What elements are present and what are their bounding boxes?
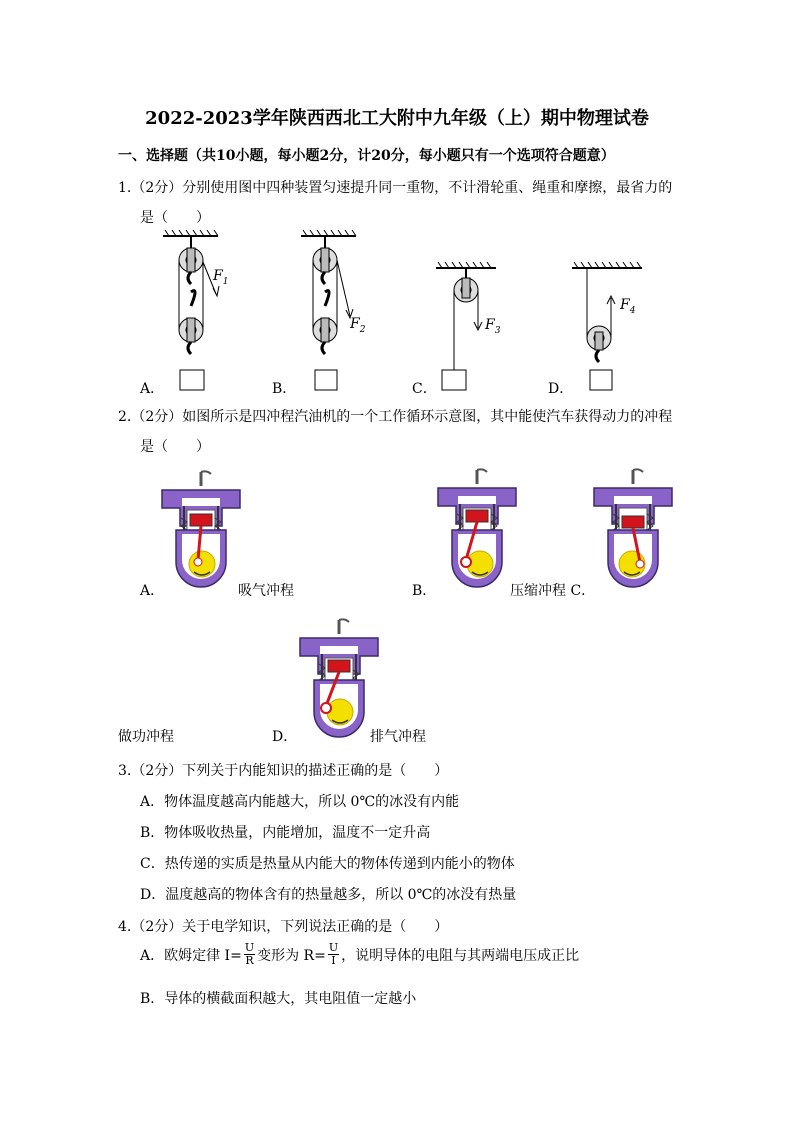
force-label-f1: $F_1$ <box>213 268 229 287</box>
q4-option-a-post: ，说明导体的电阻与其两端电压成正比 <box>341 947 580 964</box>
q1-label-b: B． <box>272 381 297 397</box>
q4-stem: 4.（2分）关于电学知识，下列说法正确的是（ ） <box>118 919 449 935</box>
q2-stroke-c: 做功冲程 <box>118 729 174 745</box>
q1-stem-line1: 1.（2分）分别使用图中四种装置匀速提升同一重物，不计滑轮重、绳重和摩擦，最省力的 <box>118 180 673 196</box>
q1-label-c: C． <box>412 381 437 397</box>
q4-option-b: B．导体的横截面积越大，其电阻值一定越小 <box>140 991 417 1007</box>
q3-stem: 3.（2分）下列关于内能知识的描述正确的是（ ） <box>118 763 449 779</box>
q2-label-a: A． <box>140 583 165 599</box>
q4-option-a-pre: A．欧姆定律 I= <box>140 947 242 964</box>
engine-figure-c <box>592 468 674 592</box>
force-label-f3: $F_3$ <box>485 317 501 336</box>
formula-u-over-i: $\frac{U}{I}$ <box>328 941 339 967</box>
formula-u-over-r: $\frac{U}{R}$ <box>244 941 255 967</box>
engine-figure-d <box>298 618 380 742</box>
q2-stem-line1: 2.（2分）如图所示是四冲程汽油机的一个工作循环示意图，其中能使汽车获得动力的冲程 <box>118 409 673 425</box>
force-label-f4: $F_4$ <box>620 297 636 316</box>
q2-stem-line2: 是（ ） <box>140 439 210 455</box>
engine-figure-a <box>160 470 242 592</box>
pulley-figure-a <box>160 230 240 390</box>
pulley-figure-c <box>436 262 516 392</box>
q2-stroke-d: 排气冲程 <box>370 729 426 745</box>
q2-label-b: B． <box>412 583 437 599</box>
force-label-f2: $F_2$ <box>350 316 366 335</box>
q4-option-a <box>140 942 579 967</box>
q1-label-d: D． <box>548 381 574 397</box>
q3-option-a: A．物体温度越高内能越大，所以 0℃的冰没有内能 <box>140 794 460 810</box>
q1-label-a: A． <box>140 381 165 397</box>
q2-stroke-a: 吸气冲程 <box>238 583 294 599</box>
pulley-figure-d <box>572 262 652 392</box>
page-title: 2022-2023学年陕西西北工大附中九年级（上）期中物理试卷 <box>145 108 649 129</box>
pulley-figure-b <box>298 230 378 390</box>
engine-figure-b <box>436 468 518 592</box>
q1-stem-line2: 是（ ） <box>140 210 210 226</box>
q2-label-d: D． <box>272 729 298 745</box>
q3-option-b: B．物体吸收热量，内能增加，温度不一定升高 <box>140 825 431 841</box>
q2-stroke-b: 压缩冲程 C． <box>510 583 596 599</box>
q3-option-d: D．温度越高的物体含有的热量越多，所以 0℃的冰没有热量 <box>140 887 517 903</box>
q4-option-a-mid: 变形为 R= <box>257 947 326 964</box>
section-heading: 一、选择题（共10小题，每小题2分，计20分，每小题只有一个选项符合题意） <box>118 148 615 164</box>
q3-option-c: C．热传递的实质是热量从内能大的物体传递到内能小的物体 <box>140 856 515 872</box>
